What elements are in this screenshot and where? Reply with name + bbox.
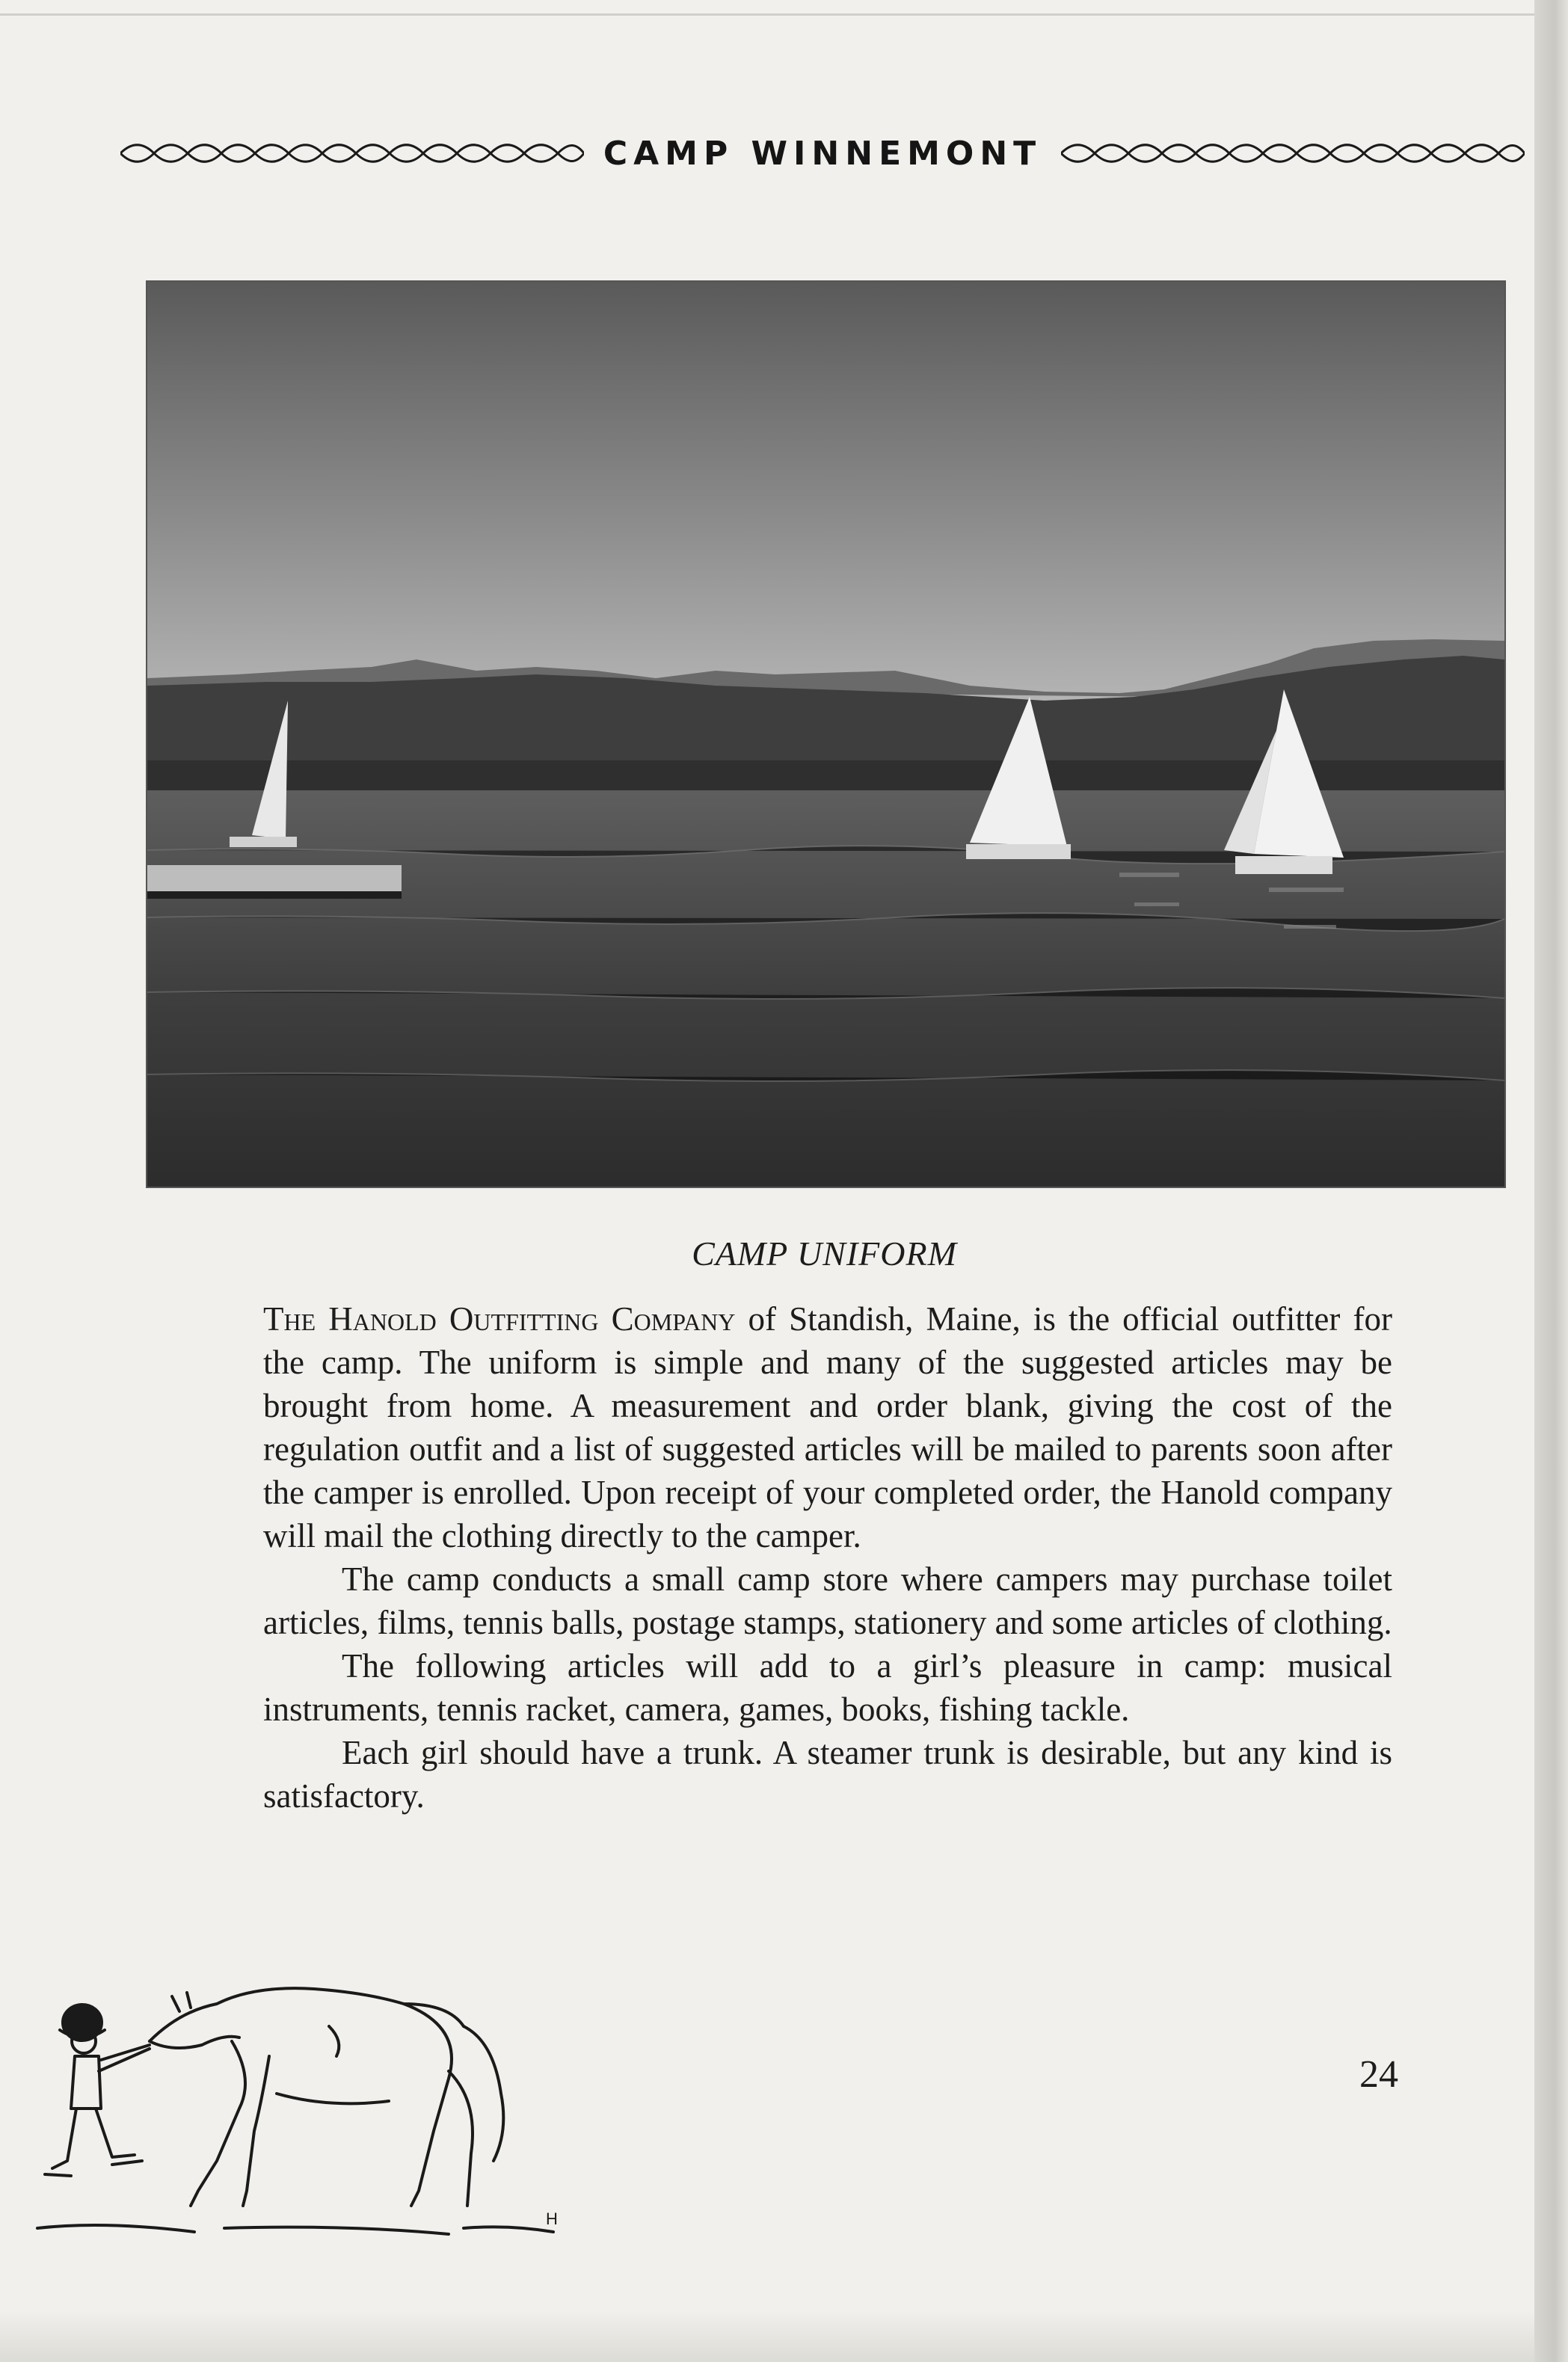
page-edge <box>1534 0 1568 2362</box>
page-number: 24 <box>1359 2053 1398 2096</box>
chain-ornament-right <box>1061 142 1525 164</box>
page-header <box>135 127 1510 179</box>
paragraph-4: Each girl should have a trunk. A steamer trunk is desirable, but any kind is satisfactory. <box>263 1734 1392 1815</box>
sailboats-photo <box>146 280 1506 1188</box>
chain-ornament-left <box>120 142 584 164</box>
body-text <box>263 1297 1392 1818</box>
paragraph-2: The camp conducts a small camp store where campers may purchase toilet articles, films, tennis balls, postage stamps, stationery and some articles of clothing. <box>263 1560 1392 1641</box>
paragraph-1 <box>263 1297 1392 1557</box>
bottom-shadow <box>0 2310 1534 2362</box>
top-rule <box>0 13 1534 16</box>
page-header-title: CAMP WINNEMONT <box>603 134 1042 173</box>
section-heading: CAMP UNIFORM <box>692 1234 957 1273</box>
company-name: The Hanold Outfitting Company <box>263 1300 736 1338</box>
paragraph-3: The following articles will add to a girl’s pleasure in camp: musical instruments, tennis racket, camera, games, books, fishing tackle. <box>263 1647 1392 1728</box>
girl-pulling-horse-illustration <box>30 1981 613 2266</box>
paragraph-1-text: of Standish, Maine, is the official outfitter for the camp. The uniform is simple and many of the suggested articles may be brought from home. A measurement and order blank, giving the cost of the regulation outfit and a list of suggested articles will be mailed to parents soon after the camper is enrolled. Upon receipt of your completed order, the Hanold company will mail the clothing directly to the camper. <box>263 1300 1392 1554</box>
svg-text:H: H <box>546 2209 558 2228</box>
